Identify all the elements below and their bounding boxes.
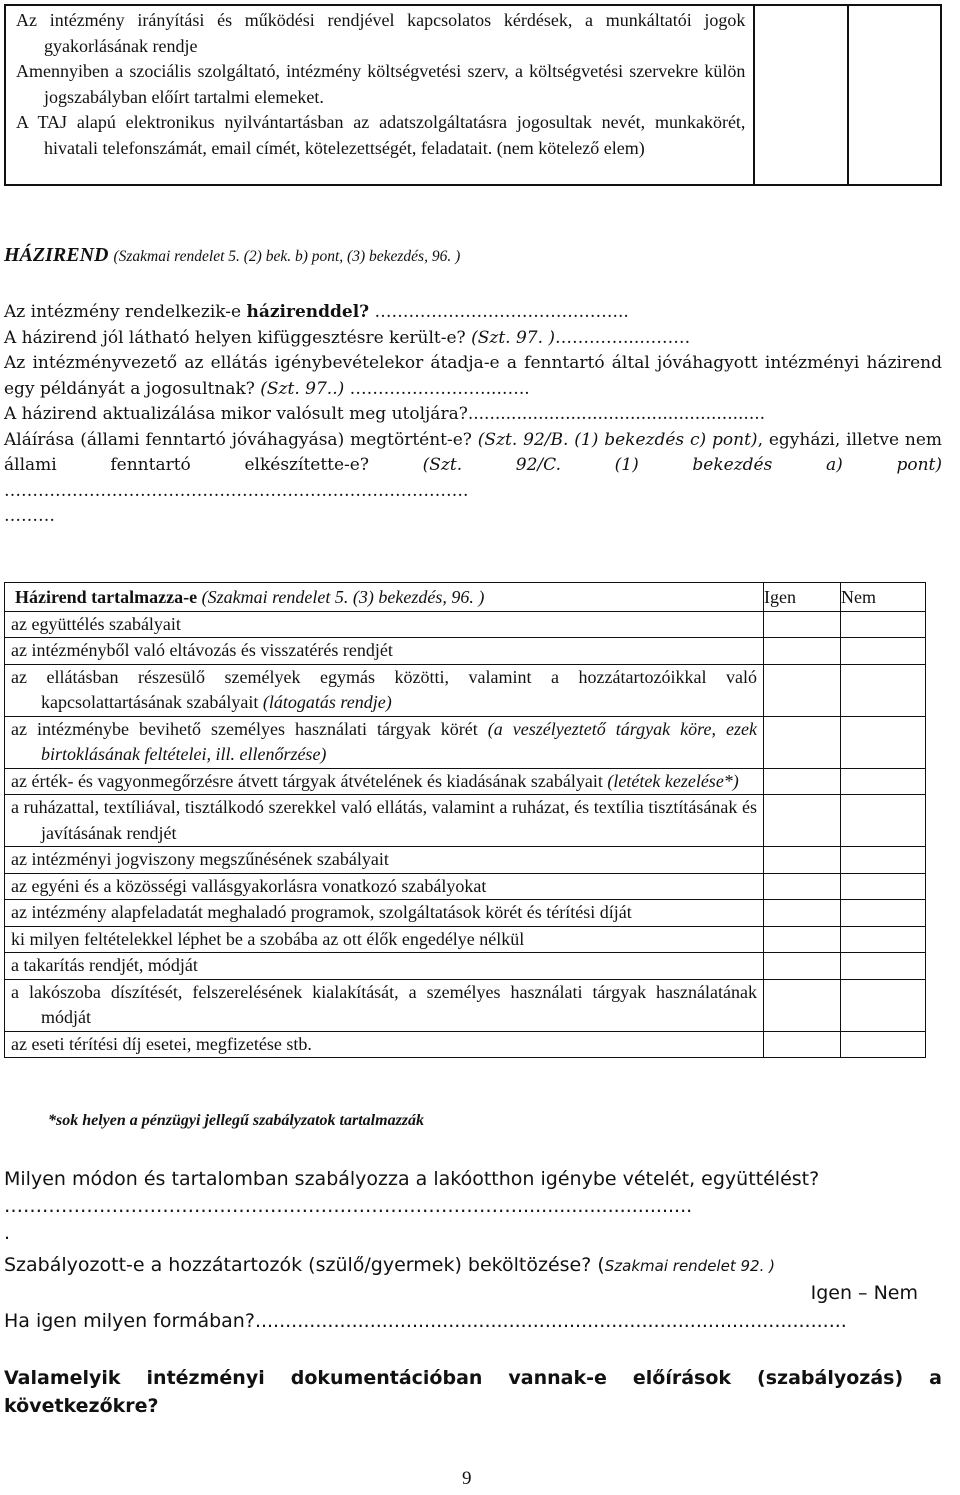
table-row: az érték- és vagyonmegőrzésre átvett tárgyak átvételének és kiadásának szabályait (letétek kezelése*) (5, 768, 926, 795)
table-row: ki milyen feltételekkel léphet be a szobába az ott élők engedélye nélkül (5, 926, 926, 953)
section-title: HÁZIREND (4, 244, 109, 266)
no-cell[interactable] (841, 716, 926, 768)
question-1: Az intézmény rendelkezik-e házirenddel? ……………………………………... (4, 302, 629, 322)
yes-cell[interactable] (764, 900, 841, 927)
question-5: Aláírása (állami fenntartó jóváhagyása) megtörtént-e? (Szt. 92/B. (1) bekezdés c) pont), egyházi, illetve nem állami fenntartó elkészítette-e? (Szt. 92/C. (1) bekezdés a) pont) (4, 429, 942, 475)
no-cell[interactable] (841, 979, 926, 1031)
column-yes-header: Igen (764, 583, 841, 612)
table-row: az eseti térítési díj esetei, megfizetése stb. (5, 1031, 926, 1058)
no-cell[interactable] (841, 873, 926, 900)
column-no-header: Nem (841, 583, 926, 612)
question-4: A házirend aktualizálása mikor valósult meg utoljára?....................................................... (4, 404, 766, 424)
rules-table-header (5, 583, 926, 612)
top-table-yes-cell (754, 5, 847, 185)
yes-cell[interactable] (764, 847, 841, 874)
yes-cell[interactable] (764, 953, 841, 980)
question-6: Milyen módon és tartalomban szabályozza a lakóotthon igénybe vételét, együttélést? ………………………………………………………………………............................. . (4, 1166, 942, 1247)
no-cell[interactable] (841, 953, 926, 980)
yes-cell[interactable] (764, 873, 841, 900)
question-8: Ha igen milyen formában?.................................................................................................. (4, 1310, 847, 1332)
table-row: az ellátásban részesülő személyek egymás közötti, valamint a hozzátartozóikkal való kapcsolattartásának szabályait (látogatás rendje) (5, 664, 926, 716)
section-ref: (Szakmai rendelet 5. (2) bek. b) pont, (3) bekezdés, 96. ) (113, 248, 461, 265)
table-footnote: *sok helyen a pénzügyi jellegű szabályzatok tartalmazzák (48, 1112, 425, 1129)
top-line-1: Az intézmény irányítási és működési rendjével kapcsolatos kérdések, a munkáltatói jogok gyakorlásának rendje (16, 10, 746, 56)
table-row: az együttélés szabályait (5, 611, 926, 638)
top-table (4, 4, 942, 186)
no-cell[interactable] (841, 926, 926, 953)
top-table-no-cell (848, 5, 941, 185)
no-cell[interactable] (841, 768, 926, 795)
table-row: a ruházattal, textíliával, tisztálkodó szerekkel való ellátás, valamint a ruházat, és textília tisztításának és javításának rendjét (5, 795, 926, 847)
table-row: az intézménybe bevihető személyes használati tárgyak körét (a veszélyeztető tárgyak köre, ezek birtoklásának feltételei, ill. ellenőrzése) (5, 716, 926, 768)
page-number: 9 (462, 1468, 472, 1489)
question-9: Valamelyik intézményi dokumentációban vannak-e előírások (szabályozás) a következőkre? (4, 1367, 942, 1417)
yes-cell[interactable] (764, 1031, 841, 1058)
question-block (4, 300, 942, 530)
table-row: a lakószoba díszítését, felszerelésének kialakítását, a személyes használati tárgyak használatának módját (5, 979, 926, 1031)
rules-table (4, 582, 926, 1058)
question-3: Az intézményvezető az ellátás igénybevételekor átadja-e a fenntartó által jóváhagyott intézményi házirend egy példányát a jogosultnak? (Szt. 97..) ……………………...….. (4, 353, 942, 399)
top-table-text-cell (5, 5, 754, 185)
yes-cell[interactable] (764, 795, 841, 847)
no-cell[interactable] (841, 638, 926, 665)
no-cell[interactable] (841, 847, 926, 874)
section-heading (4, 244, 460, 267)
no-cell[interactable] (841, 611, 926, 638)
yes-cell[interactable] (764, 664, 841, 716)
table-row: az intézmény alapfeladatát meghaladó programok, szolgáltatások körét és térítési díját (5, 900, 926, 927)
no-cell[interactable] (841, 900, 926, 927)
top-line-2: Amennyiben a szociális szolgáltató, intézmény költségvetési szerv, a költségvetési szervekre külön jogszabályban előírt tartalmi elemeket. (16, 61, 746, 107)
no-cell[interactable] (841, 1031, 926, 1058)
yes-cell[interactable] (764, 611, 841, 638)
table-row: az intézményi jogviszony megszűnésének szabályait (5, 847, 926, 874)
yes-cell[interactable] (764, 716, 841, 768)
table-row: az intézményből való eltávozás és visszatérés rendjét (5, 638, 926, 665)
table-row: az egyéni és a közösségi vallásgyakorlásra vonatkozó szabályokat (5, 873, 926, 900)
rules-header-cell: Házirend tartalmazza-e (Szakmai rendelet 5. (3) bekezdés, 96. ) (5, 583, 764, 612)
question-7-answer: Igen – Nem (810, 1282, 918, 1304)
question-6-dots: ………………………………………………………………………............................. (4, 1195, 693, 1217)
question-6-dot: . (4, 1222, 11, 1244)
yes-cell[interactable] (764, 638, 841, 665)
table-row: a takarítás rendjét, módját (5, 953, 926, 980)
yes-cell[interactable] (764, 926, 841, 953)
question-5-dots-2: ……… (4, 506, 55, 526)
no-cell[interactable] (841, 795, 926, 847)
top-line-3: A TAJ alapú elektronikus nyilvántartásban az adatszolgáltatásra jogosultak nevét, munkakörét, hivatali telefonszámát, email címét, kötelezettségét, feladatait. (nem kötelező elem) (16, 112, 746, 158)
yes-cell[interactable] (764, 979, 841, 1031)
question-2: A házirend jól látható helyen kifüggesztésre került-e? (Szt. 97. )…………...……… (4, 327, 691, 348)
no-cell[interactable] (841, 664, 926, 716)
yes-cell[interactable] (764, 768, 841, 795)
question-5-dots: ………………………………………………………………………. (4, 480, 469, 501)
question-7: Szabályozott-e a hozzátartozók (szülő/gyermek) beköltözése? (Szakmai rendelet 92. ) Igen – Nem (4, 1252, 942, 1307)
